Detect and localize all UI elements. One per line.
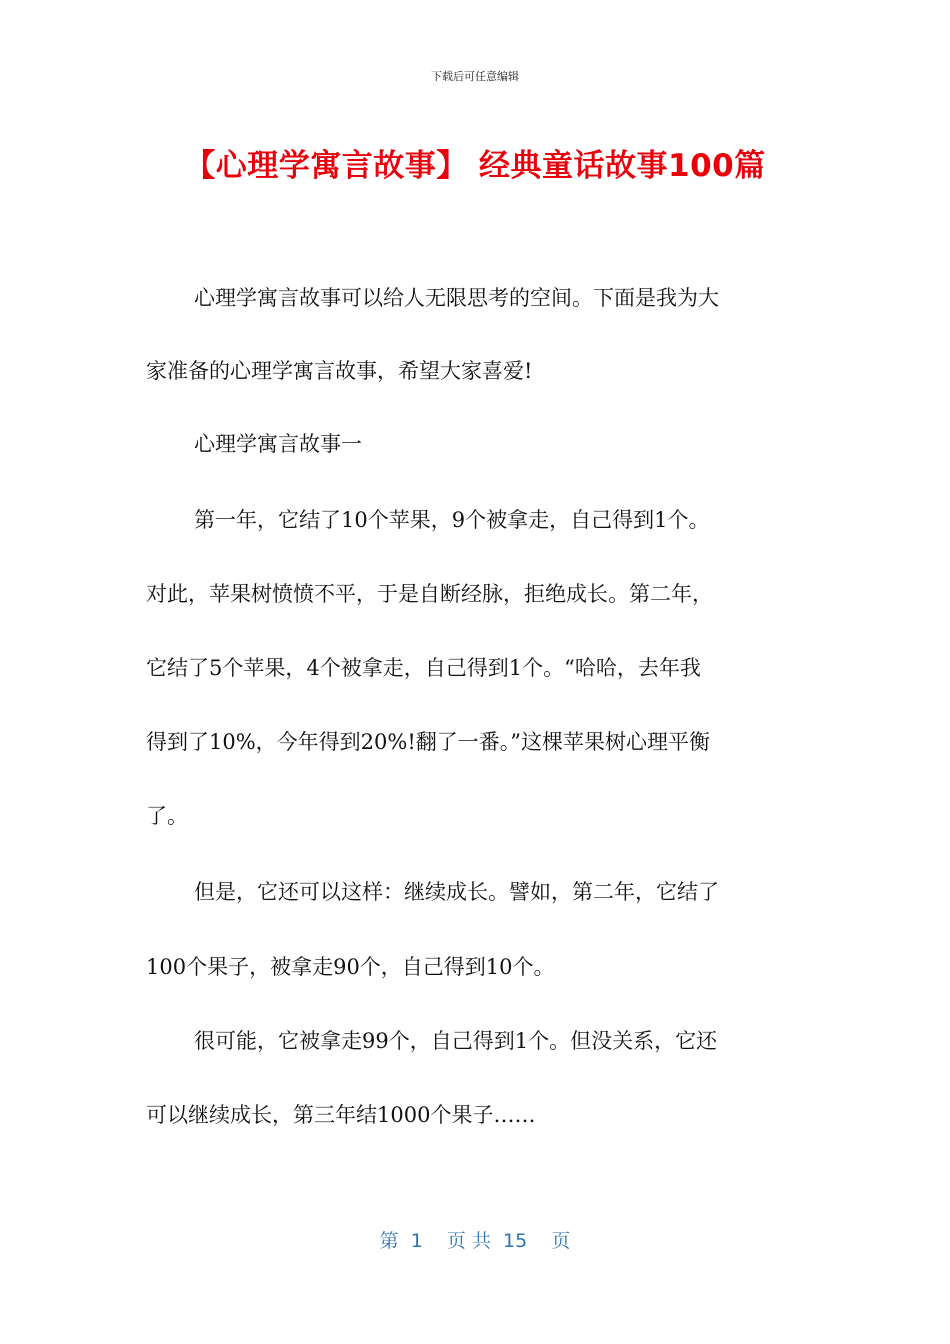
paragraph-line: 但是，它还可以这样：继续成长。譬如，第二年，它结了 (194, 880, 719, 904)
paragraph-line: 100个果子，被拿走90个，自己得到10个。 (146, 955, 555, 979)
section-heading: 心理学寓言故事一 (194, 432, 362, 456)
paragraph-line: 它结了5个苹果，4个被拿走，自己得到1个。“哈哈，去年我 (146, 656, 701, 680)
paragraph-line: 得到了10%，今年得到20%!翻了一番。”这棵苹果树心理平衡 (146, 730, 711, 754)
paragraph-line: 心理学寓言故事可以给人无限思考的空间。下面是我为大 (194, 286, 719, 310)
document-title: 【心理学寓言故事】 经典童话故事100篇 (184, 148, 766, 184)
paragraph-line: 家准备的心理学寓言故事，希望大家喜爱! (146, 359, 533, 383)
header-note: 下载后可任意编辑 (431, 70, 519, 83)
paragraph-line: 了。 (146, 804, 188, 828)
paragraph-line: 对此，苹果树愤愤不平，于是自断经脉，拒绝成长。第二年， (146, 582, 713, 606)
paragraph-line: 很可能，它被拿走99个，自己得到1个。但没关系，它还 (194, 1029, 718, 1053)
page-number-footer: 第 1 页 共 15 页 (379, 1230, 571, 1252)
paragraph-line: 可以继续成长，第三年结1000个果子…… (146, 1103, 536, 1127)
paragraph-line: 第一年，它结了10个苹果，9个被拿走，自己得到1个。 (194, 508, 710, 532)
